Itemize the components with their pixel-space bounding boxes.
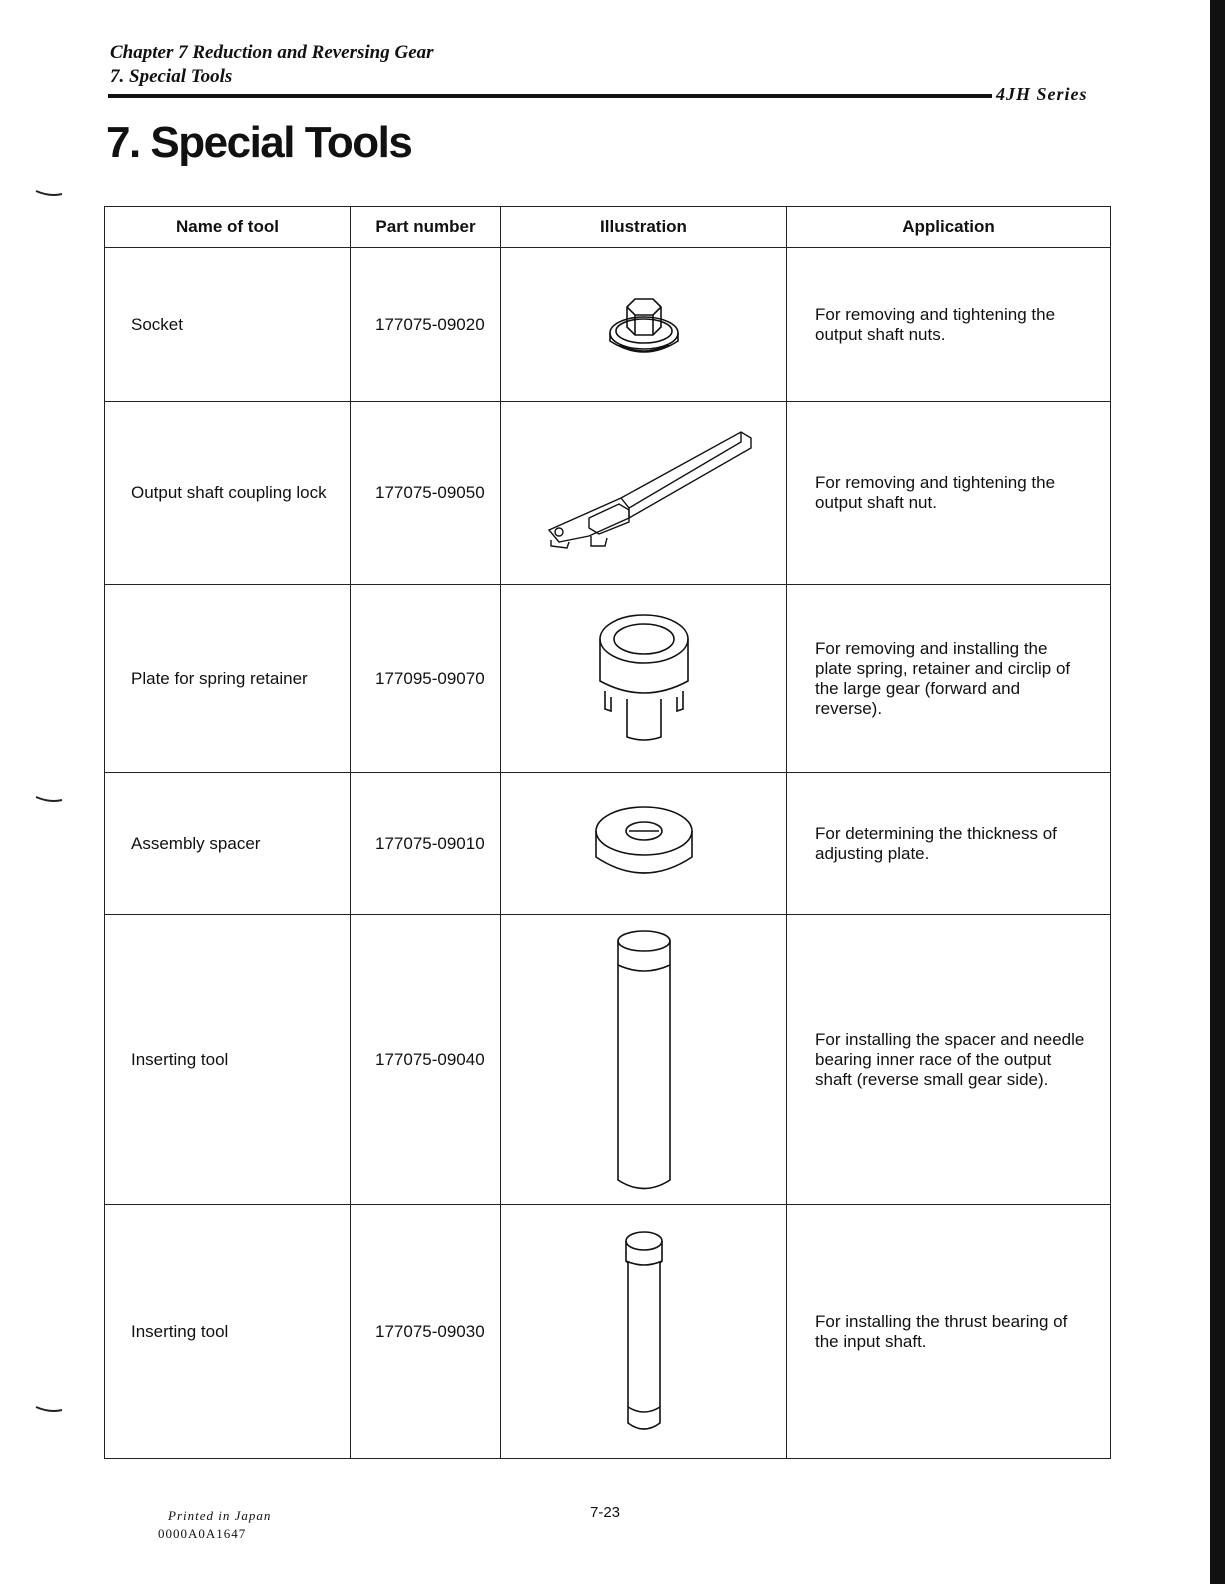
tool-name: Inserting tool (105, 1205, 351, 1459)
table-row (105, 402, 1111, 585)
application-text: For determining the thickness of adjusting plate. (787, 773, 1111, 915)
part-number: 177095-09070 (351, 585, 501, 773)
inserting-tool-short-icon (614, 1227, 674, 1437)
column-header-part: Part number (351, 207, 501, 248)
spring-retainer-plate-icon (589, 609, 699, 749)
table-header-row (105, 207, 1111, 248)
table-row (105, 915, 1111, 1205)
tool-name: Plate for spring retainer (105, 585, 351, 773)
margin-mark (34, 1404, 64, 1414)
page-title: 7. Special Tools (106, 118, 412, 167)
series-label: 4JH Series (996, 84, 1088, 104)
part-number: 177075-09010 (351, 773, 501, 915)
inserting-tool-long-icon (609, 925, 679, 1195)
document-code: 0000A0A1647 (158, 1526, 247, 1541)
application-text: For installing the thrust bearing of the input shaft. (787, 1205, 1111, 1459)
application-text: For installing the spacer and needle bearing inner race of the output shaft (reverse small gear side). (787, 915, 1111, 1205)
coupling-lock-icon (529, 418, 759, 568)
special-tools-table (104, 206, 1111, 1459)
part-number: 177075-09030 (351, 1205, 501, 1459)
table-row (105, 248, 1111, 402)
part-number: 177075-09050 (351, 402, 501, 585)
application-text: For removing and installing the plate spring, retainer and circlip of the large gear (forward and reverse). (787, 585, 1111, 773)
table-row (105, 1205, 1111, 1459)
table-row (105, 585, 1111, 773)
column-header-application: Application (787, 207, 1111, 248)
section-heading: 7. Special Tools (110, 66, 233, 87)
part-number: 177075-09040 (351, 915, 501, 1205)
part-number: 177075-09020 (351, 248, 501, 402)
header-rule (108, 94, 992, 98)
printed-in-japan: Printed in Japan (168, 1508, 272, 1523)
application-text: For removing and tightening the output shaft nuts. (787, 248, 1111, 402)
chapter-heading: Chapter 7 Reduction and Reversing Gear (110, 42, 434, 63)
tool-name: Socket (105, 248, 351, 402)
scan-edge (1210, 0, 1225, 1584)
margin-mark (34, 188, 64, 198)
column-header-name: Name of tool (105, 207, 351, 248)
page-number: 7-23 (590, 1504, 621, 1521)
socket-icon (599, 285, 689, 365)
column-header-illustration: Illustration (501, 207, 787, 248)
tool-name: Inserting tool (105, 915, 351, 1205)
tool-name: Assembly spacer (105, 773, 351, 915)
margin-mark (34, 794, 64, 804)
table-row (105, 773, 1111, 915)
application-text: For removing and tightening the output shaft nut. (787, 402, 1111, 585)
assembly-spacer-icon (589, 799, 699, 889)
tool-name: Output shaft coupling lock (105, 402, 351, 585)
